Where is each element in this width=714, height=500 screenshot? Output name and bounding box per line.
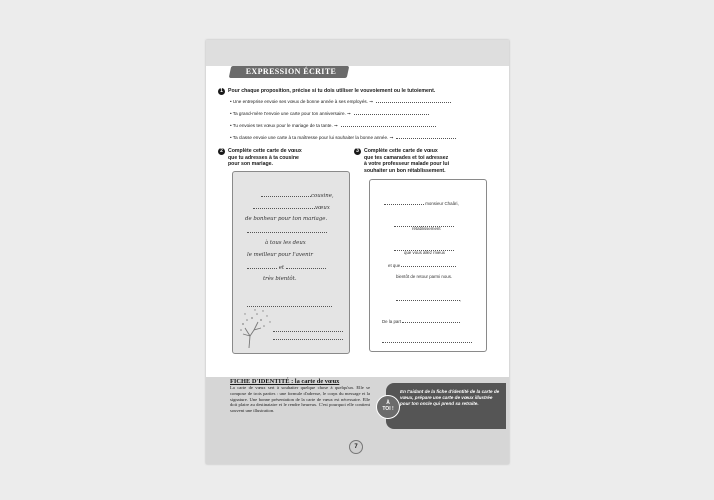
answer-blank[interactable] (341, 122, 436, 127)
answer-blank[interactable] (354, 110, 429, 115)
answer-blank[interactable] (247, 228, 327, 233)
answer-blank[interactable] (384, 200, 424, 205)
exercise-2-instruction: Complète cette carte de vœux que tu adresses à ta cousine pour son mariage. (228, 148, 302, 167)
card-line: de bonheur pour ton mariage. (245, 216, 328, 222)
card-line (382, 330, 472, 348)
answer-blank[interactable] (286, 264, 326, 269)
wedding-card (232, 171, 350, 354)
card-line: vœux (253, 204, 330, 211)
a-toi-badge: À TOI ! (376, 395, 400, 419)
exercise-2-number: 2 (218, 148, 225, 155)
exercise-1-item: • Une entreprise envoie ses vœux de bonne année à ses employés. ➞ (230, 98, 505, 105)
answer-blank[interactable] (247, 264, 277, 269)
card-line: De la part (382, 318, 460, 324)
card-line: le meilleur pour l'avenir (247, 252, 313, 258)
card-line (247, 228, 327, 235)
card-line: que vous allez mieux (404, 250, 446, 255)
signature-line (273, 327, 343, 345)
card-line: monsieur Chaâri, (384, 200, 459, 206)
exercise-1-number: 1 (218, 88, 225, 95)
tree-illustration (237, 302, 273, 350)
answer-blank[interactable] (402, 318, 460, 323)
exercise-3-number: 3 (354, 148, 361, 155)
exercise-3-instruction: Complète cette carte de vœux que tes camarades et toi adressez à votre professeur malade pour lui souhaiter un bon rétablissement. (364, 148, 450, 174)
section-title: EXPRESSION ÉCRITE (245, 67, 337, 76)
answer-blank[interactable] (401, 262, 456, 267)
card-line: rétablissement (412, 226, 441, 231)
exercise-1-item: • Ta classe envoie une carte à ta maîtresse pour lui souhaiter la bonne année. ➞ (230, 134, 505, 141)
card-line: et (247, 264, 326, 271)
card-line: très bientôt. (263, 276, 297, 282)
get-well-card (369, 179, 487, 352)
card-line: à tous les deux (265, 240, 306, 246)
answer-blank[interactable] (273, 335, 343, 340)
exercise-1-instruction: Pour chaque proposition, précise si tu dois utiliser le vouvoiement ou le tutoiement. (228, 88, 436, 94)
card-line: et que (388, 262, 456, 268)
answer-blank[interactable] (253, 204, 315, 209)
workbook-page (206, 40, 509, 464)
page-number: 7 (349, 440, 363, 454)
card-line: bientôt de retour parmi nous. (396, 274, 453, 279)
exercise-1-item: • Ta grand-mère t'envoie une carte pour ton anniversaire. ➞ (230, 110, 505, 117)
answer-blank[interactable] (396, 296, 460, 301)
fiche-text: La carte de vœux sert à souhaiter quelque chose à quelqu'un. Elle se compose de trois parties : une formule d'adresse, le corps du message et la signature. Une bonne présentation de la carte de vœux est nécessaire. Elle doit plaire au destinataire et le rendre heureux. C'est pourquoi elle contient souvent une illustration. (230, 385, 370, 414)
fiche-title: FICHE D'IDENTITÉ : la carte de vœux (230, 378, 340, 385)
top-band (206, 40, 509, 66)
exercise-1-item: • Tu envoies tes vœux pour le mariage de ta tante. ➞ (230, 122, 505, 129)
answer-blank[interactable] (382, 338, 472, 343)
answer-blank[interactable] (396, 134, 456, 139)
card-line: cousine, (261, 192, 334, 199)
a-toi-text: En t'aidant de la fiche d'identité de la carte de vœux, prépare une carte de vœux illustrée pour ton oncle qui prend sa retraite. (400, 389, 500, 406)
answer-blank[interactable] (261, 192, 311, 197)
card-line: , (396, 296, 461, 302)
answer-blank[interactable] (376, 98, 451, 103)
